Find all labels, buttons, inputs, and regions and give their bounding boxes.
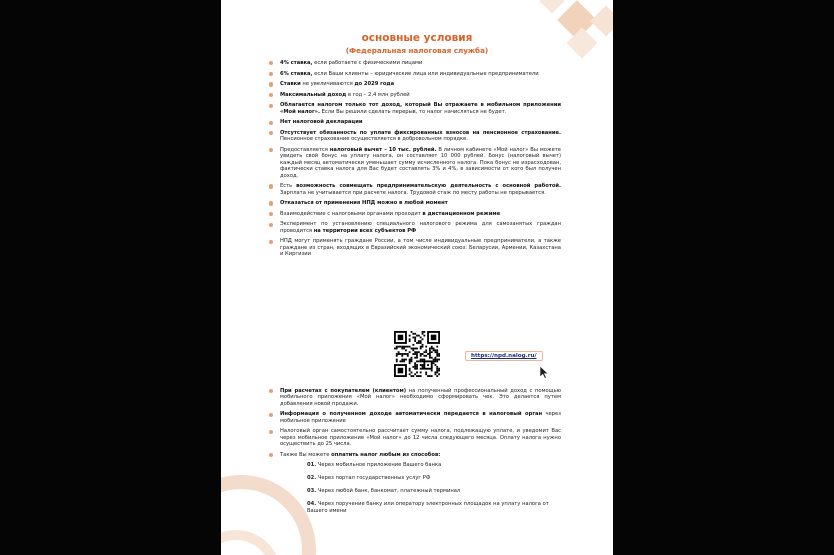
item-bold-text: Максимальный доход (280, 91, 347, 98)
item-text: Пенсионное страхование осуществляется в добровольном порядке. (280, 136, 468, 143)
list-item (269, 238, 561, 257)
bullet-dot-icon (269, 240, 273, 244)
document-page (221, 0, 613, 555)
method-number: 04. (307, 501, 317, 508)
list-item (269, 200, 561, 206)
item-text: НПД могут применять граждане России, а том числе индивидуальные предприниматели, а также граждане из стран, входящих в Евразийский экономический союз: Беларусии, Армении, Казахстана и Киргизии (280, 238, 561, 258)
item-text: Эксперимент по установлению специального налогового режима для самозанятых граждан проводится (280, 221, 561, 234)
bullet-dot-icon (269, 82, 273, 86)
item-text: Взаимодействие с налоговыми органами проходит (280, 210, 423, 217)
item-text: если работаете с физическими лицами (312, 60, 423, 66)
item-bold-text: 6% ставка, (280, 70, 313, 77)
bullet-dot-icon (269, 72, 273, 76)
method-number: 03. (307, 488, 317, 495)
list-item (269, 183, 561, 196)
conditions-list (269, 60, 561, 262)
item-bold-text: Отказаться от применения НПД можно в любой момент (280, 200, 448, 207)
list-item (269, 81, 561, 87)
list-item (269, 221, 561, 234)
list-item (269, 411, 561, 424)
method-number: 02. (307, 475, 317, 482)
item-text: если Ваши клиенты – юридические лица или индивидуальные предприниматели (312, 70, 539, 77)
method-text: Через поручение банку или оператору электронных площадок на уплату налога от Вашего имени (307, 501, 549, 514)
list-item (269, 60, 561, 66)
payment-section (269, 388, 561, 520)
page-subtitle: (Федеральная налоговая служба) (345, 46, 489, 55)
cursor-arrow-icon (539, 365, 549, 379)
bullet-dot-icon (269, 413, 273, 417)
list-item (269, 147, 561, 179)
bullet-dot-icon (269, 184, 273, 188)
payment-method-item (307, 488, 561, 494)
method-text: Через любой банк, банкомат, платежный терминал (316, 488, 461, 495)
bullet-dot-icon (269, 148, 273, 152)
item-bold-text: на территории всех субъектов РФ (313, 227, 417, 234)
bullet-dot-icon (269, 61, 273, 65)
bullet-dot-icon (269, 131, 273, 135)
list-item (269, 102, 561, 115)
item-bold-text: Нет налоговой декларации (280, 119, 363, 126)
bullet-dot-icon (269, 223, 273, 227)
item-bold-text: Отсутствует обязанность по уплате фиксированных взносов на пенсионное страхование. (280, 129, 561, 136)
list-item (269, 71, 561, 77)
item-bold-text: Облагается налогом только тот доход, который Вы отражаете в мобильном приложении «Мой налог». (280, 102, 561, 115)
payment-list (269, 388, 561, 458)
payment-methods-list (269, 462, 561, 514)
qr-code-icon[interactable] (394, 331, 440, 377)
method-text: Через мобильное приложение Вашего банка (316, 462, 442, 469)
item-bold-text: 4% ставка, (280, 60, 313, 66)
page-title: основные условия (361, 32, 473, 44)
bullet-dot-icon (269, 212, 273, 216)
item-bold-text: оплатить налог любым из способов: (331, 451, 441, 458)
list-item (269, 119, 561, 125)
bullet-dot-icon (269, 430, 273, 434)
bullet-dot-icon (269, 93, 273, 97)
item-bold-text: налоговый вычет – 10 тыс. рублей. (329, 146, 437, 153)
item-text: Налоговый орган самостоятельно рассчитает сумму налога, подлежащую уплате, и уведомит Вас через мобильное приложение «Мой налог» до 12 числа следующего месяца. Оплату налога нужно осуществить до 25 числа. (280, 428, 561, 448)
item-bold-text: возможность совмещать предпринимательскую деятельность с основной работой. (296, 183, 561, 190)
item-bold-text: до 2029 года (354, 81, 395, 88)
bullet-dot-icon (269, 104, 273, 108)
payment-method-item (307, 475, 561, 481)
item-bold-text: Информация о полученном доходе автоматически передается в налоговый орган (280, 411, 543, 418)
item-text: В личном кабинете «Мой налог» Вы можете увидеть свой бонус на уплату налога, он составляет 10 000 рублей. Бонус (налоговый вычет) каждый месяц автоматически уменьшает сумму исчисленного налога. Пока бонус не израсходован, фактически ставка налога для Вас будет составлять 3% и 4%, в зависимости от кого был получен доход. (280, 146, 561, 179)
list-item (269, 452, 561, 458)
item-text: Если Вы решили сделать перерыв, то налог начисляться не будет. (320, 108, 507, 115)
item-bold-text: При расчетах с покупателем (клиентом) (280, 388, 407, 394)
bullet-dot-icon (269, 121, 273, 125)
method-text: Через портал государственных услуг РФ (316, 475, 431, 482)
bullet-dot-icon (269, 201, 273, 205)
item-bold-text: в дистанционном режиме (422, 210, 501, 217)
item-text: через мобильное приложение (280, 411, 561, 424)
payment-method-item (307, 462, 561, 468)
list-item (269, 92, 561, 98)
list-item (269, 211, 561, 217)
item-text: Предоставляется (280, 146, 330, 153)
list-item (269, 130, 561, 143)
item-text: Зарплата не учитывается при расчете налога. Трудовой стаж по месту работы не прерывается. (280, 189, 546, 196)
npd-link[interactable]: https://npd.nalog.ru/ (465, 351, 543, 361)
payment-method-item (307, 501, 561, 514)
qr-row (221, 331, 613, 381)
bullet-dot-icon (269, 389, 273, 393)
item-text: не увеличиваются (300, 81, 355, 88)
bullet-dot-icon (269, 453, 273, 457)
item-text: в год – 2,4 млн рублей (346, 91, 410, 98)
method-number: 01. (307, 462, 317, 469)
item-text: на полученный профессиональный доход с помощью мобильного приложения «Мой налог» необходимо сформировать чек. Это делается путем добавления новой продажи. (280, 388, 561, 407)
item-text: Есть (280, 183, 297, 190)
decor-diamond (539, 0, 564, 14)
item-text: Также Вы можете (280, 451, 332, 458)
list-item (269, 428, 561, 447)
item-bold-text: Ставки (280, 81, 301, 88)
list-item (269, 388, 561, 407)
